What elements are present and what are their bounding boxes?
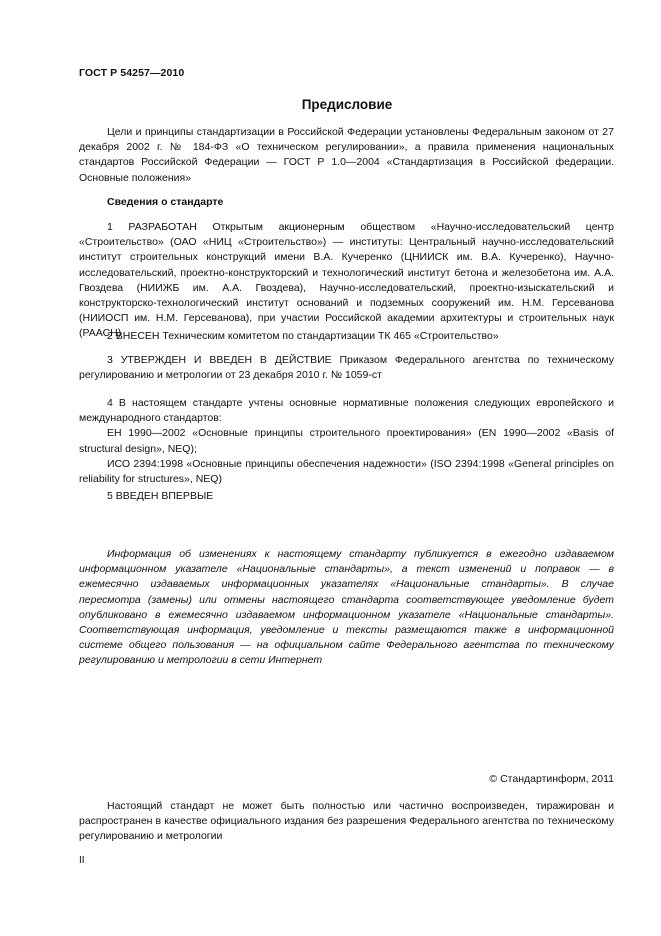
- item-3-section: [79, 353, 614, 383]
- standard-info-heading: Сведения о стандарте: [107, 196, 224, 208]
- item-5-paragraph: 5 ВВЕДЕН ВПЕРВЫЕ: [107, 490, 214, 502]
- item-3-paragraph: 3 УТВЕРЖДЕН И ВВЕДЕН В ДЕЙСТВИЕ Приказом Федерального агентства по техническому регулированию и метрологии от 23 декабря 2010 г. № 1059-ст: [79, 354, 614, 382]
- page-title: Предисловие: [301, 97, 393, 112]
- page-number: II: [79, 855, 85, 866]
- document-header: ГОСТ Р 54257—2010: [79, 67, 185, 79]
- item-1-section: [79, 220, 614, 342]
- item-4-section: [79, 396, 614, 487]
- item-4-iso-standard: ИСО 2394:1998 «Основные принципы обеспечения надежности» (ISO 2394:1998 «General principles on reliability for structures», NEQ): [79, 457, 614, 486]
- info-notice-section: [79, 547, 614, 669]
- reproduction-section: [79, 799, 614, 845]
- intro-section: [79, 125, 614, 186]
- item-5-section: [79, 489, 614, 504]
- item-4-intro: 4 В настоящем стандарте учтены основные нормативные положения следующих европейского и международного стандартов:: [79, 397, 614, 425]
- item-2-section: [79, 329, 614, 344]
- item-1-paragraph: 1 РАЗРАБОТАН Открытым акционерным обществом «Научно-исследовательский центр «Строительство» (ОАО «НИЦ «Строительство») — институты: Центральный научно-исследовательский институт строительных конструкций имени В.А. Кучеренко (ЦНИИСК им. В.А. Кучеренко), Научно-исследовательский, проектно-конструкторский и технологический институт бетона и железобетона им. А.А. Гвоздева (НИИЖБ им. А.А. Гвоздева), Научно-исследовательский, проектно-изыскательский и конструкторско-технологический институт оснований и подземных сооружений им. Н.М. Герсеванова (НИИОСП им. Н.М. Герсеванова), при участии Российской академии архитектуры и строительных наук (РААСН): [79, 221, 614, 340]
- reproduction-notice: Настоящий стандарт не может быть полностью или частично воспроизведен, тиражирован и распространен в качестве официального издания без разрешения Федерального агентства по техническому регулированию и метрологии: [79, 800, 614, 843]
- item-4-en-standard: ЕН 1990—2002 «Основные принципы строительного проектирования» (EN 1990—2002 «Basis of structural design», NEQ);: [79, 427, 614, 455]
- item-2-paragraph: 2 ВНЕСЕН Техническим комитетом по стандартизации ТК 465 «Строительство»: [107, 330, 499, 342]
- copyright-line: © Стандартинформ, 2011: [489, 773, 614, 785]
- intro-paragraph: Цели и принципы стандартизации в Российской Федерации установлены Федеральным законом от 27 декабря 2002 г. № 184-ФЗ «О техническом регулировании», а правила применения национальных стандартов Российской Федерации — ГОСТ Р 1.0—2004 «Стандартизация в Российской федерации. Основные положения»: [79, 126, 614, 184]
- info-notice-paragraph: Информация об изменениях к настоящему стандарту публикуется в ежегодно издаваемом информационном указателе «Национальные стандарты», а текст изменений и поправок — в ежемесячно издаваемых информационных указателях «Национальные стандарты». В случае пересмотра (замены) или отмены настоящего стандарта соответствующее уведомление будет опубликовано в ежемесячно издаваемом информационном указателе «Национальные стандарты». Соответствующая информация, уведомление и тексты размещаются также в информационной системе общего пользования — на официальном сайте Федерального агентства по техническому регулированию и метрологии в сети Интернет: [79, 548, 614, 667]
